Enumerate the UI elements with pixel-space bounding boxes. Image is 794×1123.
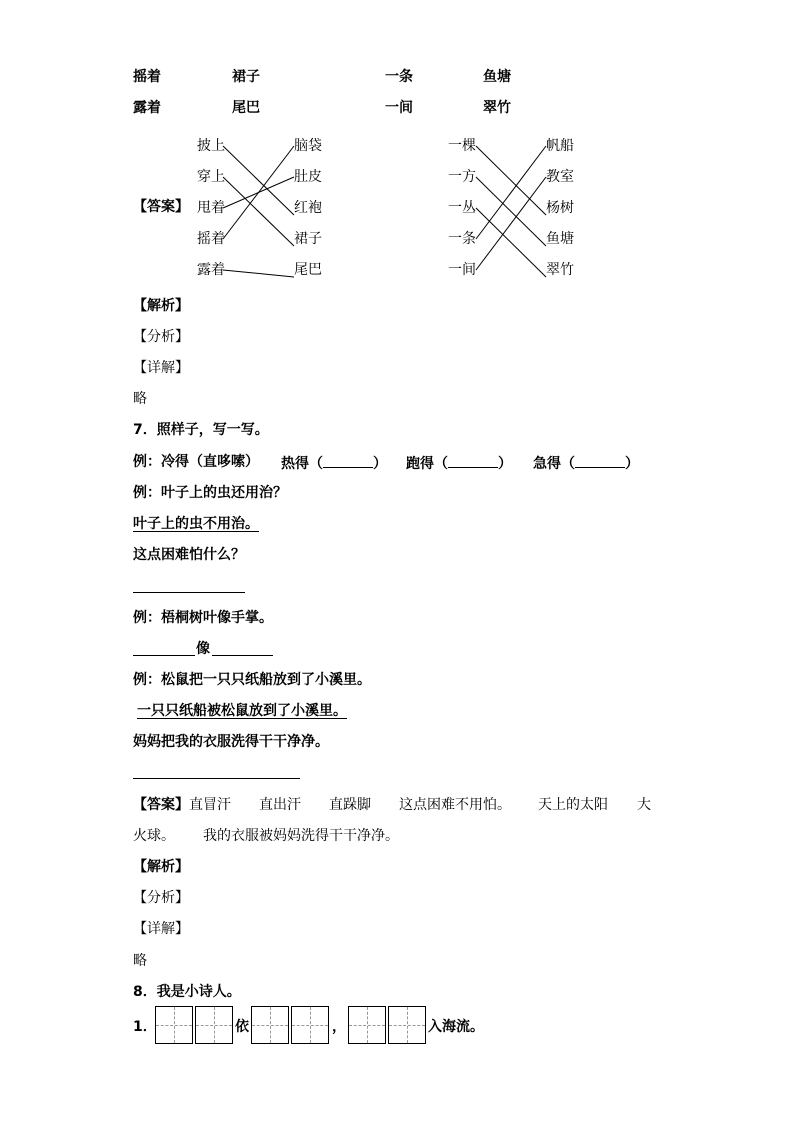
top-row-1-a: 摇着 bbox=[133, 69, 161, 85]
match1-line-2 bbox=[223, 177, 294, 246]
match1-right-3: 红袍 bbox=[294, 200, 322, 216]
match1-right-2: 肚皮 bbox=[294, 169, 322, 185]
q8-comma: ， bbox=[332, 1019, 346, 1035]
detail-heading-2: 【详解】 bbox=[133, 921, 189, 937]
match1-right-1: 脑袋 bbox=[294, 138, 322, 154]
match2-right-5: 翠竹 bbox=[546, 262, 574, 278]
match1-line-5 bbox=[223, 270, 294, 277]
q7-prompt-4: 妈妈把我的衣服洗得干干净净。 bbox=[133, 734, 329, 750]
analysis-subheading-2: 【分析】 bbox=[133, 890, 189, 906]
q7-answer-8: 我的衣服被妈妈洗得干干净净。 bbox=[203, 828, 399, 844]
analysis-heading-1: 【解析】 bbox=[133, 298, 189, 314]
match2-line-2 bbox=[476, 177, 546, 246]
top-row-2-a: 露着 bbox=[133, 100, 161, 116]
match2-line-5 bbox=[476, 177, 546, 270]
q7-answer-7: 火球。 bbox=[133, 828, 175, 844]
match1-line-4 bbox=[223, 146, 294, 239]
writing-box-4[interactable] bbox=[291, 1006, 329, 1044]
match2-line-3 bbox=[476, 208, 546, 277]
match2-right-2: 教室 bbox=[546, 169, 574, 185]
writing-box-1[interactable] bbox=[155, 1006, 193, 1044]
analysis-heading-2: 【解析】 bbox=[133, 859, 189, 875]
writing-box-3[interactable] bbox=[251, 1006, 289, 1044]
match2-left-3: 一丛 bbox=[448, 200, 476, 216]
match2-line-4 bbox=[476, 146, 546, 239]
answer-label-matching: 【答案】 bbox=[133, 199, 189, 215]
q8-end: 入海流。 bbox=[428, 1019, 484, 1035]
top-row-2-c: 一间 bbox=[385, 100, 413, 116]
match1-line-3 bbox=[223, 177, 294, 208]
q7-xiang: 像 bbox=[196, 641, 210, 657]
writing-box-5[interactable] bbox=[348, 1006, 386, 1044]
match2-left-4: 一条 bbox=[448, 231, 476, 247]
q7-item-2: 跑得（ ） bbox=[406, 453, 512, 473]
detail-text-2: 略 bbox=[133, 953, 147, 969]
q8-yi: 依 bbox=[235, 1019, 249, 1035]
top-row-1-b: 裙子 bbox=[232, 69, 260, 85]
q7-answer-label: 【答案】 bbox=[133, 797, 189, 813]
match1-right-4: 裙子 bbox=[294, 231, 322, 247]
q7-answer-3: 直跺脚 bbox=[329, 797, 371, 813]
match2-line-1 bbox=[476, 146, 546, 215]
q7-answer-6: 大 bbox=[637, 797, 651, 813]
match2-left-2: 一方 bbox=[448, 169, 476, 185]
match2-right-3: 杨树 bbox=[546, 200, 574, 216]
q7-answer-line-4 bbox=[133, 778, 300, 779]
q7-answer-5: 天上的太阳 bbox=[538, 797, 608, 813]
match2-right-4: 鱼塘 bbox=[546, 231, 574, 247]
match2-left-1: 一棵 bbox=[448, 138, 476, 154]
q7-blank-3a bbox=[133, 655, 195, 656]
match1-left-1: 披上 bbox=[197, 138, 225, 154]
q7-answer-line-2 bbox=[133, 592, 245, 593]
q7-item-3: 急得（ ） bbox=[533, 453, 639, 473]
top-row-1-c: 一条 bbox=[385, 69, 413, 85]
top-row-1-d: 鱼塘 bbox=[483, 69, 511, 85]
q7-example-3: 例：梧桐树叶像手掌。 bbox=[133, 610, 273, 626]
detail-heading-1: 【详解】 bbox=[133, 360, 189, 376]
match2-right-1: 帆船 bbox=[546, 138, 574, 154]
q7-example-2-answer: 叶子上的虫不用治。 bbox=[133, 516, 259, 532]
q7-title: 7．照样子，写一写。 bbox=[133, 422, 269, 438]
q7-example-1: 例：冷得（直哆嗦） bbox=[133, 454, 259, 470]
match1-left-2: 穿上 bbox=[197, 169, 225, 185]
q7-blank-3b bbox=[212, 655, 273, 656]
q7-item-1: 热得（ ） bbox=[281, 453, 387, 473]
match1-right-5: 尾巴 bbox=[294, 262, 322, 278]
match1-left-4: 摇着 bbox=[197, 231, 225, 247]
q8-title: 8．我是小诗人。 bbox=[133, 984, 241, 1000]
q7-example-4: 例：松鼠把一只只纸船放到了小溪里。 bbox=[133, 672, 371, 688]
q7-prompt-2: 这点困难怕什么？ bbox=[133, 547, 245, 563]
detail-text-1: 略 bbox=[133, 391, 147, 407]
match1-line-1 bbox=[223, 146, 294, 215]
match1-left-3: 甩着 bbox=[197, 200, 225, 216]
q7-example-2: 例：叶子上的虫还用治？ bbox=[133, 485, 287, 501]
match2-left-5: 一间 bbox=[448, 262, 476, 278]
q8-number: 1． bbox=[133, 1019, 157, 1035]
writing-box-2[interactable] bbox=[195, 1006, 233, 1044]
q7-example-4-answer: 一只只纸船被松鼠放到了小溪里。 bbox=[137, 703, 347, 719]
analysis-subheading-1: 【分析】 bbox=[133, 329, 189, 345]
top-row-2-d: 翠竹 bbox=[483, 100, 511, 116]
top-row-2-b: 尾巴 bbox=[232, 100, 260, 116]
q7-answer-1: 直冒汗 bbox=[189, 797, 231, 813]
q7-answer-2: 直出汗 bbox=[259, 797, 301, 813]
writing-box-6[interactable] bbox=[388, 1006, 426, 1044]
q7-answer-4: 这点困难不用怕。 bbox=[399, 797, 511, 813]
match1-left-5: 露着 bbox=[197, 262, 225, 278]
